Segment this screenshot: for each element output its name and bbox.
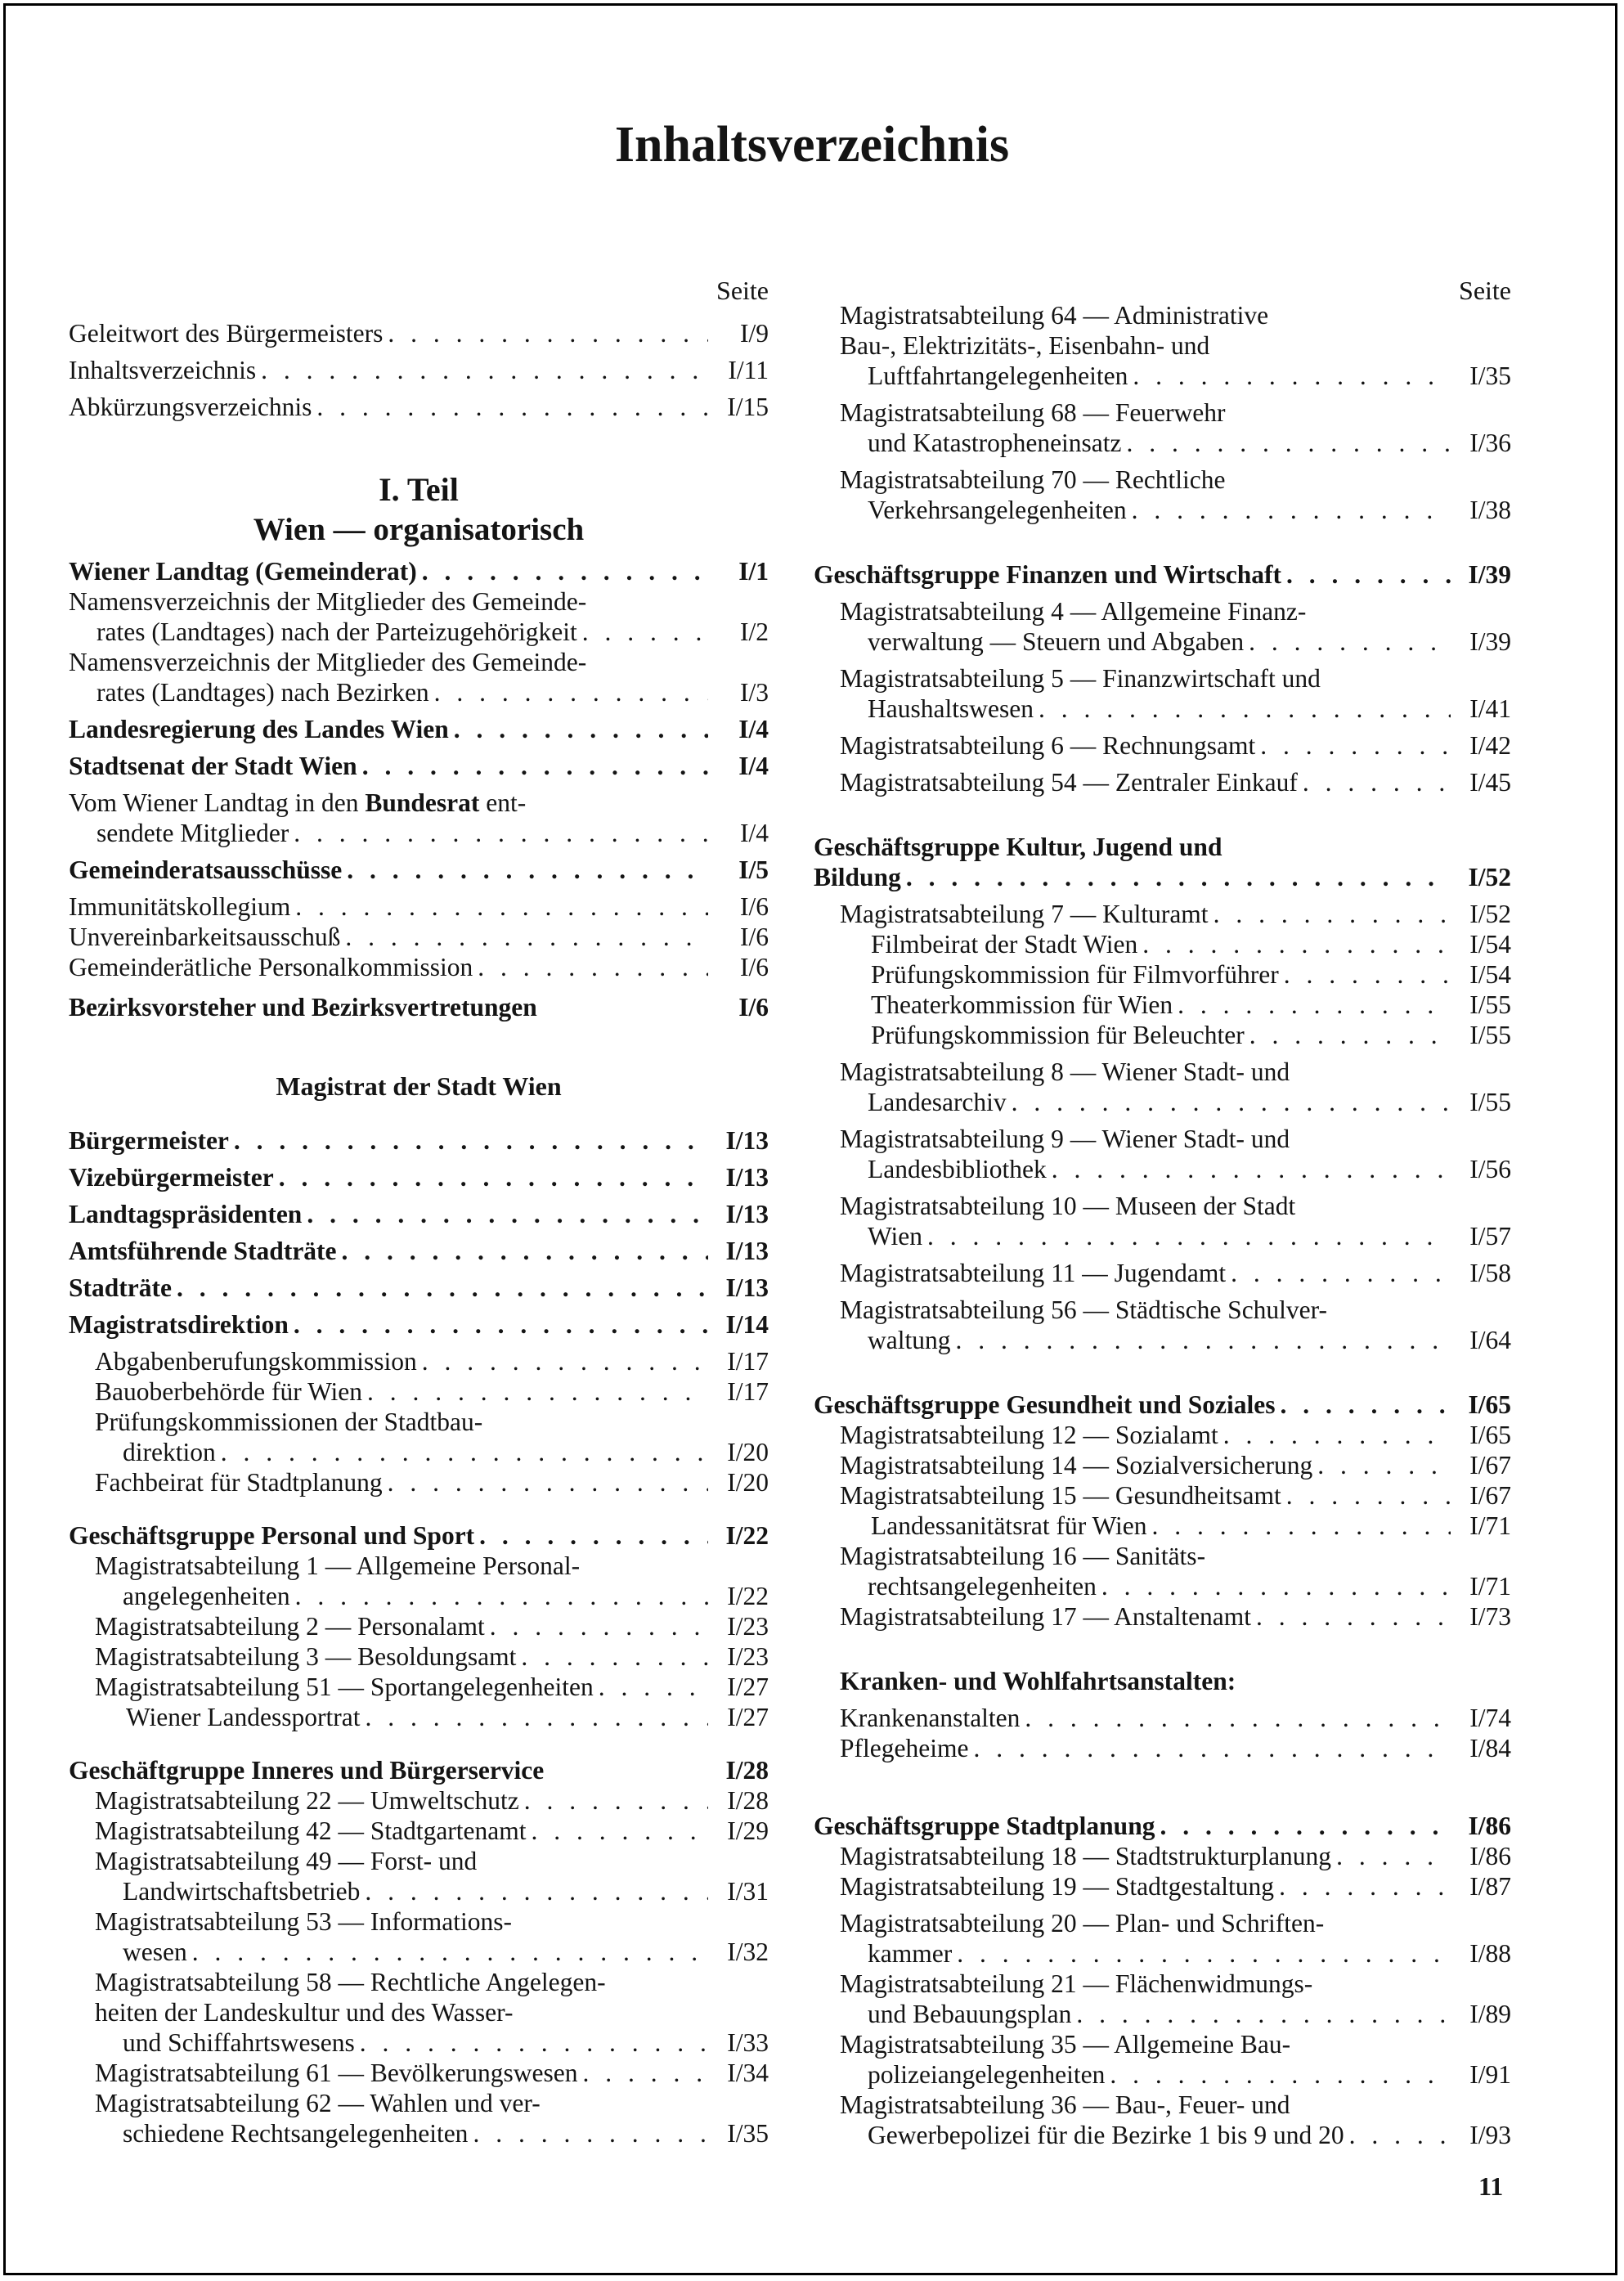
toc-entry[interactable]: [814, 1020, 1511, 1050]
entry-page: I/71: [1469, 1572, 1511, 1601]
toc-entry[interactable]: Bezirksvorsteher und Bezirksvertretungen I/6: [69, 993, 769, 1022]
entry-page: I/6: [740, 923, 769, 951]
entry-title-line: Magistratsabteilung 5 — Finanzwirtschaft und: [840, 664, 1321, 693]
entry-page: I/3: [740, 678, 769, 707]
entry-title: Landtagspräsidenten: [69, 1200, 303, 1228]
toc-entry[interactable]: [814, 1733, 1511, 1763]
toc-entry[interactable]: Magistratsabteilung 61 — Bevölkerungswesen . . . I/34: [69, 2058, 769, 2088]
entry-title: Unvereinbarkeitsausschuß: [69, 923, 341, 951]
toc-right-column: [814, 274, 1511, 2150]
entry-title-line: Prüfungskommissionen der Stadtbau-: [95, 1408, 483, 1436]
entry-page: I/35: [727, 2119, 769, 2148]
toc-entry[interactable]: [69, 1125, 769, 1156]
entry-page: I/54: [1469, 960, 1511, 989]
toc-entry[interactable]: [69, 355, 769, 385]
leader-dots: [1101, 1571, 1451, 1601]
toc-entry[interactable]: [69, 1967, 769, 2058]
entry-page: I/22: [727, 1582, 769, 1610]
toc-entry[interactable]: Magistratsabteilung 51 — Sportangelegenheiten . . . I/27: [69, 1672, 769, 1702]
entry-title: Geleitwort des Bürgermeisters: [69, 319, 384, 348]
toc-entry[interactable]: [814, 2090, 1511, 2150]
toc-entry[interactable]: Magistratsabteilung 7 — Kulturamt . . . I/52: [814, 899, 1511, 929]
toc-entry[interactable]: Wiener Landessportrat . . . I/27: [69, 1702, 769, 1732]
toc-entry[interactable]: [814, 1908, 1511, 1969]
toc-entry[interactable]: [69, 1906, 769, 1967]
entry-title: Abgabenberufungskommission: [95, 1347, 417, 1376]
group-heading[interactable]: Geschäftsgruppe Finanzen und Wirtschaft . . . I/39: [814, 559, 1511, 590]
toc-entry[interactable]: [69, 586, 769, 647]
entry-title-line: und Bebauungsplan: [868, 2000, 1072, 2028]
entry-title: Prüfungskommission für Beleuchter: [871, 1021, 1245, 1049]
entry-title-line: Landesarchiv: [868, 1088, 1007, 1116]
entry-page: I/35: [1469, 361, 1511, 390]
leader-dots: [1076, 1999, 1451, 2029]
toc-entry[interactable]: [814, 1541, 1511, 1601]
entry-title-line: wesen: [123, 1938, 187, 1966]
leader-dots: [434, 677, 708, 707]
entry-title-line: heiten der Landeskultur und des Wasser-: [95, 1998, 514, 2027]
toc-entry[interactable]: [814, 596, 1511, 657]
entry-title-line: und Schiffahrtswesens: [123, 2028, 355, 2057]
leader-dots: [1127, 428, 1451, 458]
entry-title-line: verwaltung — Steuern und Abgaben: [868, 627, 1245, 656]
group-heading[interactable]: [814, 832, 1511, 892]
leader-dots: [1133, 361, 1451, 391]
toc-entry[interactable]: [69, 392, 769, 422]
entry-page: I/17: [727, 1377, 769, 1406]
toc-entry[interactable]: [69, 1346, 769, 1376]
entry-page: I/57: [1469, 1222, 1511, 1251]
entry-title-line: und Katastropheneinsatz: [868, 429, 1122, 457]
entry-page: I/39: [1469, 627, 1511, 656]
entry-page: I/6: [740, 953, 769, 981]
leader-dots: [221, 1437, 708, 1467]
seite-header: Seite: [1459, 276, 1511, 305]
entry-page: I/91: [1469, 2060, 1511, 2089]
entry-title-line: Verkehrsangelegenheiten: [868, 496, 1127, 524]
entry-title-line: Magistratsabteilung 9 — Wiener Stadt- und: [840, 1125, 1290, 1153]
toc-entry[interactable]: [814, 2029, 1511, 2090]
group-heading[interactable]: Geschäftgruppe Inneres und Bürgerservice I/28: [69, 1756, 769, 1785]
leader-dots: [1025, 1703, 1451, 1733]
part-title: I. Teil: [379, 471, 459, 508]
entry-title-line: Geschäftsgruppe Kultur, Jugend und: [814, 833, 1222, 861]
leader-dots: [1110, 2059, 1451, 2090]
leader-dots: [1178, 990, 1451, 1020]
toc-entry[interactable]: Fachbeirat für Stadtplanung . . . I/20: [69, 1467, 769, 1497]
group-heading[interactable]: Geschäftsgruppe Stadtplanung . . . I/86: [814, 1811, 1511, 1841]
leader-dots: [1039, 694, 1451, 724]
toc-entry[interactable]: Magistratsabteilung 18 — Stadtstrukturplanung . . . I/86: [814, 1841, 1511, 1871]
toc-entry[interactable]: Magistratsabteilung 6 — Rechnungsamt . . . I/42: [814, 730, 1511, 761]
entry-title-line: rechtsangelegenheiten: [868, 1572, 1097, 1601]
kranken-list: [814, 1703, 1511, 1763]
entry-title: Vizebürgermeister: [69, 1163, 274, 1192]
entry-title-line: rates (Landtages) nach Bezirken: [96, 678, 429, 707]
leader-dots: [367, 1376, 708, 1407]
entry-title: Bauoberbehörde für Wien: [95, 1377, 363, 1406]
seite-header: Seite: [716, 276, 769, 305]
entry-page: I/36: [1469, 429, 1511, 457]
entry-page: I/93: [1469, 2121, 1511, 2149]
ma7-sub-list: [814, 929, 1511, 1050]
front-matter-list: [69, 318, 769, 422]
entry-page: I/55: [1469, 1088, 1511, 1116]
entry-page: I/11: [728, 356, 769, 384]
leader-dots: [582, 617, 708, 647]
toc-entry[interactable]: [814, 465, 1511, 525]
entry-page: I/55: [1469, 990, 1511, 1019]
toc-entry[interactable]: [69, 952, 769, 982]
leader-dots: [365, 1876, 708, 1906]
entry-title-line: Magistratsabteilung 49 — Forst- und: [95, 1847, 478, 1875]
toc-entry[interactable]: Magistratsabteilung 54 — Zentraler Einkauf . . . I/45: [814, 767, 1511, 797]
entry-page: I/41: [1469, 694, 1511, 723]
entry-title-line: Magistratsabteilung 4 — Allgemeine Finanz-: [840, 597, 1307, 626]
leader-dots: [295, 1581, 708, 1611]
entry-page: I/33: [727, 2028, 769, 2057]
leader-dots: [295, 891, 708, 922]
leader-dots: [478, 952, 708, 982]
toc-entry[interactable]: [814, 663, 1511, 724]
magistrat-heading: Magistrat der Stadt Wien: [276, 1071, 562, 1101]
entry-title-line: Magistratsabteilung 1 — Allgemeine Personal-: [95, 1551, 581, 1580]
entry-page: I/6: [740, 892, 769, 921]
toc-entry[interactable]: [69, 922, 769, 952]
toc-entry[interactable]: Magistratsabteilung 22 — Umweltschutz . . . I/28: [69, 1785, 769, 1816]
leader-dots: [234, 1125, 708, 1156]
toc-entry[interactable]: Magistratsabteilung 12 — Sozialamt . . . I/65: [814, 1420, 1511, 1450]
entry-title-line: schiedene Rechtsangelegenheiten: [123, 2119, 469, 2148]
toc-entry[interactable]: [69, 891, 769, 922]
entry-page: I/52: [1468, 863, 1511, 891]
leader-dots: [422, 1346, 708, 1376]
entry-title-line: Namensverzeichnis der Mitglieder des Gemeinde-: [69, 648, 587, 676]
entry-title-line: Landwirtschaftsbetrieb: [123, 1877, 361, 1906]
entry-page: I/64: [1469, 1326, 1511, 1354]
entry-title: Stadträte: [69, 1273, 172, 1302]
entry-page: I/20: [727, 1438, 769, 1466]
entry-title-line: direktion: [123, 1438, 216, 1466]
entry-title: Gemeinderätliche Personalkommission: [69, 953, 473, 981]
part-subtitle: Wien — organisatorisch: [253, 512, 585, 547]
toc-entry[interactable]: Magistratsabteilung 2 — Personalamt . . . I/23: [69, 1611, 769, 1641]
leader-dots: [294, 1309, 708, 1340]
entry-title: Prüfungskommission für Filmvorführer: [871, 960, 1279, 989]
entry-title-line: Haushaltswesen: [868, 694, 1034, 723]
leader-dots: [307, 1199, 708, 1229]
toc-entry[interactable]: Landessanitätsrat für Wien . . . I/71: [814, 1511, 1511, 1541]
leader-dots: [473, 2118, 708, 2149]
entry-title: Theaterkommission für Wien: [871, 990, 1173, 1019]
leader-dots: [1052, 1154, 1451, 1184]
entry-title-line: Bildung: [814, 863, 901, 891]
leader-dots: [177, 1273, 708, 1303]
entry-page: I/15: [727, 393, 769, 421]
entry-page: I/13: [725, 1237, 769, 1265]
entry-title-line: Luftfahrtangelegenheiten: [868, 361, 1128, 390]
entry-title-line: Namensverzeichnis der Mitglieder des Gemeinde-: [69, 587, 587, 616]
entry-title: Immunitätskollegium: [69, 892, 291, 921]
entry-page: I/13: [725, 1163, 769, 1192]
toc-entry[interactable]: [814, 1124, 1511, 1184]
toc-entry[interactable]: [69, 1162, 769, 1192]
entry-page: I/13: [725, 1200, 769, 1228]
leader-dots: [1132, 495, 1451, 525]
entry-title-line: Gewerbepolizei für die Bezirke 1 bis 9 und 20: [868, 2121, 1344, 2149]
leader-dots: [192, 1937, 708, 1967]
toc-entry[interactable]: Stadtsenat der Stadt Wien . . . I/4: [69, 751, 769, 781]
toc-entry[interactable]: [69, 2088, 769, 2149]
entry-title-line: Magistratsabteilung 53 — Informations-: [95, 1907, 513, 1936]
entry-title: Pflegeheime: [840, 1734, 969, 1762]
toc-entry[interactable]: [814, 300, 1511, 391]
page-number: 11: [1478, 2171, 1504, 2201]
leader-dots: [955, 1325, 1451, 1355]
group-heading[interactable]: Geschäftsgruppe Gesundheit und Soziales . . . I/65: [814, 1390, 1511, 1420]
entry-title-line: rates (Landtages) nach der Parteizugehörigkeit: [96, 617, 577, 646]
entry-title-line: Magistratsabteilung 64 — Administrative: [840, 301, 1269, 330]
toc-entry[interactable]: [814, 1703, 1511, 1733]
leader-dots: [1349, 2120, 1451, 2150]
leader-dots: [279, 1162, 708, 1192]
toc-entry[interactable]: Wiener Landtag (Gemeinderat) . . . I/1: [69, 556, 769, 586]
entry-title-line: Wien: [868, 1222, 922, 1251]
leader-dots: [1012, 1087, 1451, 1117]
leader-dots: [388, 318, 708, 348]
leader-dots: [261, 355, 708, 385]
entry-title-line: angelegenheiten: [123, 1582, 290, 1610]
toc-entry[interactable]: [69, 1551, 769, 1611]
page-title: Inhaltsverzeichnis: [614, 117, 1010, 173]
entry-page: I/2: [740, 617, 769, 646]
entry-title: Inhaltsverzeichnis: [69, 356, 257, 384]
leader-dots: [316, 392, 708, 422]
entry-title-line: Magistratsabteilung 10 — Museen der Stadt: [840, 1192, 1296, 1220]
entry-page: I/88: [1469, 1939, 1511, 1968]
entry-page: I/31: [727, 1877, 769, 1906]
entry-title-line: Magistratsabteilung 68 — Feuerwehr: [840, 398, 1226, 427]
kranken-heading: Kranken- und Wohlfahrtsanstalten:: [840, 1667, 1236, 1695]
entry-title-line: polizeiangelegenheiten: [868, 2060, 1106, 2089]
leader-dots: [1142, 929, 1451, 959]
entry-title-line: Magistratsabteilung 58 — Rechtliche Angelegen-: [95, 1968, 606, 1996]
kollegien-list: [69, 891, 769, 982]
toc-entry[interactable]: [69, 1846, 769, 1906]
entry-page: I/84: [1469, 1734, 1511, 1762]
entry-title-line: Magistratsabteilung 20 — Plan- und Schriften-: [840, 1909, 1325, 1938]
entry-title: Bürgermeister: [69, 1126, 229, 1155]
leader-dots: [360, 2027, 708, 2058]
leader-dots: [906, 862, 1451, 892]
toc-entry[interactable]: [69, 1236, 769, 1266]
toc-entry[interactable]: Magistratsabteilung 42 — Stadtgartenamt . . . I/29: [69, 1816, 769, 1846]
entry-title-line: Magistratsabteilung 62 — Wahlen und ver-: [95, 2089, 541, 2117]
toc-entry[interactable]: [814, 1191, 1511, 1251]
leader-dots: [342, 1236, 708, 1266]
toc-entry[interactable]: [814, 1295, 1511, 1355]
entry-page: I/54: [1469, 930, 1511, 959]
toc-entry[interactable]: [814, 929, 1511, 959]
direktion-list: [69, 1346, 769, 1407]
entry-page: I/13: [725, 1126, 769, 1155]
toc-entry[interactable]: [69, 318, 769, 348]
toc-entry[interactable]: Gemeinderatsausschüsse . . . I/5: [69, 855, 769, 885]
entry-title-line: Magistratsabteilung 56 — Städtische Schulver-: [840, 1295, 1328, 1324]
toc-entry[interactable]: Magistratsabteilung 19 — Stadtgestaltung . . . I/87: [814, 1871, 1511, 1902]
entry-title-line: kammer: [868, 1939, 953, 1968]
entry-page: I/14: [725, 1310, 769, 1339]
toc-entry[interactable]: Vom Wiener Landtag in den Bundesrat ent- sendete Mitglieder . . . I/4: [69, 788, 769, 848]
magistrat-bold-list: [69, 1125, 769, 1340]
entry-title: Abkürzungsverzeichnis: [69, 393, 312, 421]
entry-title-line: waltung: [868, 1326, 951, 1354]
leader-dots: [345, 922, 708, 952]
entry-page: I/9: [740, 319, 769, 348]
toc-entry[interactable]: [69, 1376, 769, 1407]
entry-page: I/56: [1469, 1155, 1511, 1183]
toc-entry[interactable]: Magistratsabteilung 11 — Jugendamt . . . I/58: [814, 1258, 1511, 1288]
leader-dots: [927, 1221, 1451, 1251]
leader-dots: [1284, 959, 1451, 990]
toc-entry[interactable]: [814, 1969, 1511, 2029]
toc-entry[interactable]: [69, 1309, 769, 1340]
toc-entry[interactable]: Magistratsabteilung 14 — Sozialversicherung . . . I/67: [814, 1450, 1511, 1480]
toc-entry[interactable]: [814, 959, 1511, 990]
toc-left-column: [69, 274, 769, 2149]
group-heading[interactable]: Geschäftsgruppe Personal und Sport . . . I/22: [69, 1520, 769, 1551]
entry-page: I/38: [1469, 496, 1511, 524]
entry-page: I/32: [727, 1938, 769, 1966]
entry-title: Filmbeirat der Stadt Wien: [871, 930, 1138, 959]
entry-title-line: Magistratsabteilung 8 — Wiener Stadt- und: [840, 1057, 1290, 1086]
toc-entry[interactable]: [814, 990, 1511, 1020]
leader-dots: [957, 1938, 1451, 1969]
leader-dots: [1249, 1020, 1451, 1050]
entry-title-line: Magistratsabteilung 16 — Sanitäts-: [840, 1542, 1206, 1570]
entry-page: I/17: [727, 1347, 769, 1376]
toc-entry[interactable]: Magistratsabteilung 17 — Anstaltenamt . . . I/73: [814, 1601, 1511, 1632]
entry-title-line: Magistratsabteilung 35 — Allgemeine Bau-: [840, 2030, 1291, 2059]
entry-title-line: Magistratsabteilung 21 — Flächenwidmungs-: [840, 1969, 1313, 1998]
toc-entry[interactable]: Magistratsabteilung 15 — Gesundheitsamt . . . I/67: [814, 1480, 1511, 1511]
entry-page: I/13: [725, 1273, 769, 1302]
entry-title-line: Magistratsabteilung 70 — Rechtliche: [840, 465, 1226, 494]
toc-entry[interactable]: Landesregierung des Landes Wien . . . I/4: [69, 714, 769, 744]
toc-entry[interactable]: Magistratsabteilung 3 — Besoldungsamt . . . I/23: [69, 1641, 769, 1672]
entry-title-line: Magistratsabteilung 36 — Bau-, Feuer- und: [840, 2090, 1290, 2119]
toc-entry[interactable]: [814, 397, 1511, 458]
entry-page: I/89: [1469, 2000, 1511, 2028]
entry-title: Magistratsdirektion: [69, 1310, 289, 1339]
entry-title: Krankenanstalten: [840, 1704, 1021, 1732]
leader-dots: [1249, 626, 1451, 657]
toc-entry[interactable]: [69, 1199, 769, 1229]
entry-title: Amtsführende Stadträte: [69, 1237, 337, 1265]
toc-entry[interactable]: [69, 1273, 769, 1303]
toc-entry[interactable]: [69, 647, 769, 707]
toc-entry[interactable]: [814, 1057, 1511, 1117]
toc-entry[interactable]: [69, 1407, 769, 1467]
entry-title-line: Landesbibliothek: [868, 1155, 1047, 1183]
entry-title-line: Bau-, Elektrizitäts-, Eisenbahn- und: [840, 331, 1210, 360]
leader-dots: [973, 1733, 1451, 1763]
entry-page: I/74: [1469, 1704, 1511, 1732]
entry-page: I/55: [1469, 1021, 1511, 1049]
